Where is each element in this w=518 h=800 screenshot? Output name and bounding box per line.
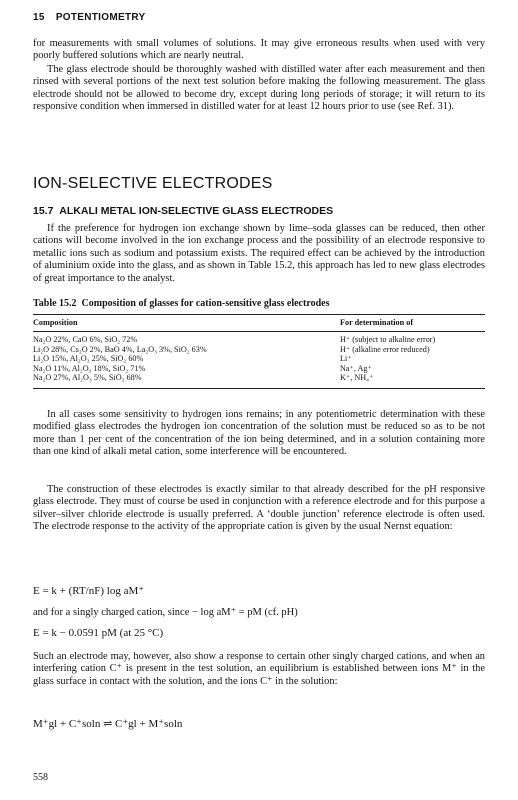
paragraph-construction: The construction of these electrodes is exactly similar to that already described for the pH responsive glass electrode. They must of course be used in conjunction with a reference electrode and for this purpose a silver–silver chloride electrode is usually preferred. A ‘double junction’ reference electrode is often used. The electrode response to the activity of the appropriate cation is given by the usual Nernst equation: [33,484,485,533]
intro-paragraph-1: for measurements with small volumes of solutions. It may give erroneous results when used with very poorly buffered solutions which are nearly neutral. [33,38,485,62]
equation-nernst: E = k + (RT/nF) log aM⁺ [33,585,145,597]
table-cell-determination: Na⁺, Ag⁺ [340,363,372,373]
table-caption [33,298,329,309]
chapter-title: POTENTIOMETRY [55,12,146,23]
subsection-title [33,205,333,217]
page-number: 558 [33,772,48,783]
subsection-paragraph: If the preference for hydrogen ion exchange shown by lime–soda glasses can be reduced, then other cations will become involved in the ion exchange process and the possibility of an electrode responsive to metallic ions such as sodium and potassium exists. The required effect can be achieved by the introduction of aluminium oxide into the glass, and as shown in Table 15.2, this approach has led to new glass electrodes of great importance to the analyst. [33,223,485,284]
intro-paragraph-2: The glass electrode should be thoroughly washed with distilled water after each measurement and then rinsed with several portions of the next test solution before making the following measurement. The glass electrode should not be allowed to become dry, except during long periods of storage; it will return to its responsive condition when immersed in distilled water for at least 12 hours prior to use (see Ref. 31). [33,64,485,113]
paragraph-hydrogen-sensitivity: In all cases some sensitivity to hydrogen ions remains; in any potentiometric determination with these modified glass electrodes the hydrogen ion concentration of the solution must be reduced so as to be not more than 1 per cent of the concentration of the ion being determined, and in a solution containing more than one kind of alkali metal cation, some interference will be encountered. [33,409,485,458]
table-top-rule [33,314,485,315]
paragraph-interference: Such an electrode may, however, also show a response to certain other singly charged cations, and when an interfering cation C⁺ is present in the test solution, an equilibrium is established between ions M⁺ in the glass surface in contact with the solution, and the ions C⁺ in the solution: [33,651,485,687]
equation-connector-text: and for a singly charged cation, since − log aM⁺ = pM (cf. pH) [33,607,298,618]
table-header-determination: For determination of [340,318,414,327]
table-cell-determination: K⁺, NH₄⁺ [340,373,374,383]
table-cell-composition: Li₂O 28%, Cs₂O 2%, BaO 4%, La₂O₃ 3%, SiO₂ 63% [33,344,207,354]
equation-exchange: M⁺gl + C⁺soln ⇌ C⁺gl + M⁺soln [33,718,183,730]
subsection-number: 15.7 [33,205,54,217]
section-title: ION-SELECTIVE ELECTRODES [33,175,273,192]
table-cell-determination: Li⁺ [340,354,352,364]
table-column-composition [33,335,207,383]
table-title: Composition of glasses for cation-sensitive glass electrodes [81,298,330,309]
table-cell-composition: Na₂O 27%, Al₂O₃ 5%, SiO₂ 68% [33,373,142,383]
running-head [33,12,145,23]
table-column-determination [340,335,435,383]
table-number: Table 15.2 [33,298,77,309]
table-cell-determination: H⁺ (alkaline error reduced) [340,344,430,354]
chapter-number: 15 [33,12,45,23]
table-cell-composition: Na₂O 22%, CaO 6%, SiO₂ 72% [33,335,138,344]
table-cell-composition: Li₂O 15%, Al₂O₃ 25%, SiO₂ 60% [33,354,144,364]
subsection-heading: ALKALI METAL ION-SELECTIVE GLASS ELECTRODES [59,205,334,217]
table-header-composition: Composition [33,318,78,327]
table-header-rule [33,331,485,332]
table-bottom-rule [33,388,485,389]
table-cell-composition: Na₂O 11%, Al₂O₃ 18%, SiO₂ 71% [33,363,146,373]
equation-pm: E = k − 0.0591 pM (at 25 °C) [33,627,164,639]
table-cell-determination: H⁺ (subject to alkaline error) [340,335,436,344]
